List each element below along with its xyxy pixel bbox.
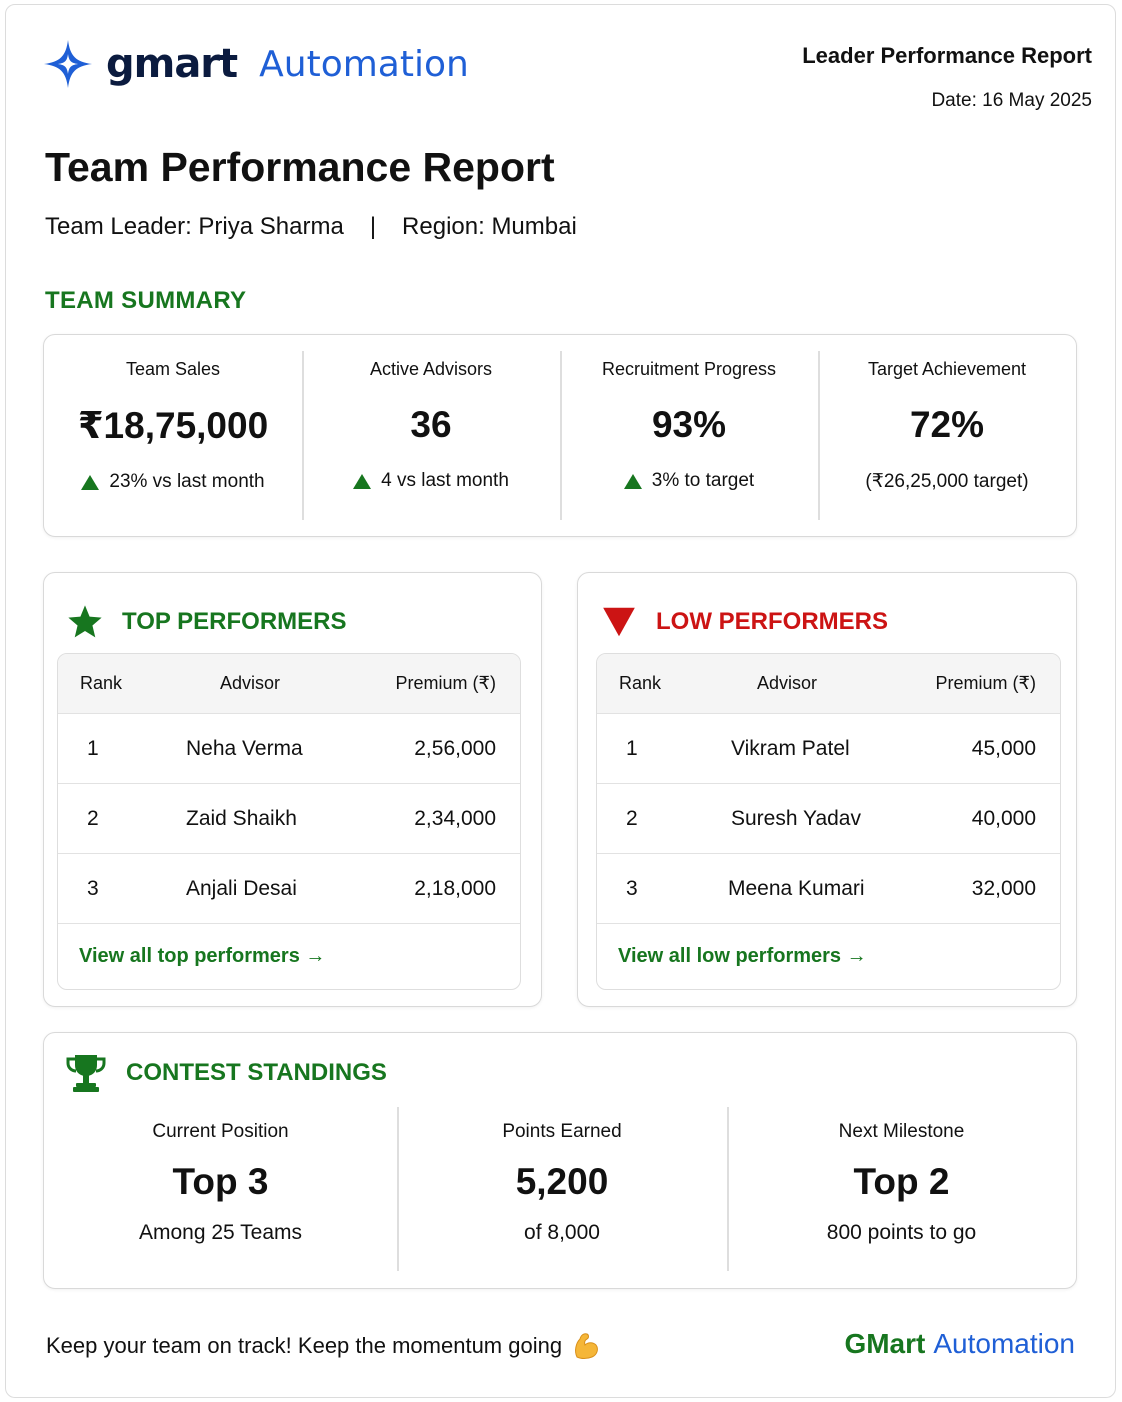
table-row[interactable] bbox=[597, 854, 1060, 924]
table-header bbox=[597, 654, 1060, 714]
top-performers-heading bbox=[66, 603, 346, 641]
team-summary-heading: TEAM SUMMARY bbox=[45, 287, 247, 314]
kpi-note-text: 23% vs last month bbox=[109, 471, 265, 492]
rank-cell: 1 bbox=[626, 736, 638, 760]
standing-value: 5,200 bbox=[515, 1161, 609, 1202]
contest-standings-card bbox=[43, 1032, 1077, 1289]
standing-note: 800 points to go bbox=[826, 1221, 977, 1244]
advisor-cell: Anjali Desai bbox=[186, 876, 297, 900]
kpi-note bbox=[302, 470, 560, 492]
kpi-value: ₹18,75,000 bbox=[77, 405, 269, 446]
up-triangle-icon bbox=[624, 474, 642, 489]
advisor-cell: Zaid Shaikh bbox=[186, 806, 297, 830]
top-performers-table bbox=[57, 653, 521, 990]
kpi-label: Target Achievement bbox=[867, 359, 1027, 379]
advisor-cell: Suresh Yadav bbox=[731, 806, 861, 830]
low-performers-panel bbox=[577, 572, 1077, 1007]
footer-message-text: Keep your team on track! Keep the momentum going bbox=[46, 1333, 563, 1358]
kpi-target-achievement bbox=[818, 335, 1076, 536]
footer-brand-primary: GMart bbox=[844, 1328, 926, 1359]
footer-message bbox=[46, 1331, 600, 1361]
low-performers-table bbox=[596, 653, 1061, 990]
panel-title: LOW PERFORMERS bbox=[656, 608, 888, 635]
kpi-value: 36 bbox=[410, 404, 452, 445]
standing-value: Top 2 bbox=[853, 1161, 950, 1202]
kpi-team-sales bbox=[44, 335, 302, 536]
kpi-active-advisors bbox=[302, 335, 560, 536]
standing-label: Current Position bbox=[152, 1121, 289, 1142]
panel-title: TOP PERFORMERS bbox=[122, 608, 347, 635]
kpi-note bbox=[44, 471, 302, 493]
col-advisor: Advisor bbox=[757, 673, 818, 693]
view-all-low-performers-link[interactable]: View all low performers → bbox=[618, 944, 867, 967]
table-row[interactable] bbox=[597, 784, 1060, 854]
table-row[interactable] bbox=[58, 784, 520, 854]
down-triangle-icon bbox=[600, 603, 638, 641]
col-premium: Premium (₹) bbox=[395, 673, 496, 693]
premium-cell: 2,34,000 bbox=[414, 806, 496, 830]
up-triangle-icon bbox=[81, 475, 99, 490]
trophy-icon bbox=[64, 1051, 108, 1095]
rank-cell: 3 bbox=[626, 876, 638, 900]
up-triangle-icon bbox=[353, 474, 371, 489]
top-performers-panel bbox=[43, 572, 542, 1007]
kpi-note bbox=[818, 470, 1076, 493]
standing-points-earned bbox=[397, 1107, 727, 1271]
advisor-cell: Meena Kumari bbox=[728, 876, 865, 900]
rank-cell: 3 bbox=[87, 876, 99, 900]
kpi-value: 93% bbox=[651, 404, 727, 445]
premium-cell: 45,000 bbox=[971, 736, 1036, 760]
rank-cell: 1 bbox=[87, 736, 99, 760]
standing-label: Points Earned bbox=[502, 1121, 622, 1142]
kpi-label: Team Sales bbox=[125, 359, 221, 379]
standings-row bbox=[44, 1107, 1076, 1271]
rank-cell: 2 bbox=[626, 806, 638, 830]
sparkle-star-icon bbox=[42, 38, 94, 90]
col-rank: Rank bbox=[80, 673, 123, 693]
kpi-value: 72% bbox=[909, 404, 985, 445]
report-subtitle bbox=[45, 213, 577, 241]
col-advisor: Advisor bbox=[220, 673, 281, 693]
rank-cell: 2 bbox=[87, 806, 99, 830]
page-title: Team Performance Report bbox=[45, 144, 555, 190]
low-performers-heading bbox=[600, 603, 888, 641]
premium-cell: 2,18,000 bbox=[414, 876, 496, 900]
flexed-biceps-icon bbox=[572, 1331, 600, 1361]
standing-note: of 8,000 bbox=[524, 1221, 600, 1244]
table-row[interactable] bbox=[58, 854, 520, 924]
region: Region: Mumbai bbox=[402, 213, 577, 240]
kpi-note-text: (₹26,25,000 target) bbox=[865, 471, 1029, 492]
premium-cell: 40,000 bbox=[971, 806, 1036, 830]
standing-label: Next Milestone bbox=[838, 1121, 965, 1142]
contest-standings-heading bbox=[64, 1051, 387, 1095]
brand-logo bbox=[42, 38, 469, 90]
team-summary-card bbox=[43, 334, 1077, 537]
advisor-cell: Neha Verma bbox=[186, 736, 303, 760]
separator: | bbox=[369, 213, 377, 240]
standing-next-milestone bbox=[727, 1107, 1076, 1271]
report-type-label: Leader Performance Report bbox=[802, 43, 1092, 68]
table-row[interactable] bbox=[58, 714, 520, 784]
kpi-label: Recruitment Progress bbox=[601, 359, 777, 379]
advisor-cell: Vikram Patel bbox=[731, 736, 850, 760]
standing-note: Among 25 Teams bbox=[138, 1221, 303, 1244]
kpi-note-text: 4 vs last month bbox=[381, 470, 509, 491]
report-date: Date: 16 May 2025 bbox=[931, 90, 1092, 111]
logo-wordmark: gmart bbox=[106, 41, 238, 87]
col-premium: Premium (₹) bbox=[935, 673, 1036, 693]
star-icon bbox=[66, 603, 104, 641]
col-rank: Rank bbox=[619, 673, 662, 693]
premium-cell: 2,56,000 bbox=[414, 736, 496, 760]
footer-brand bbox=[844, 1328, 1075, 1360]
table-row[interactable] bbox=[597, 714, 1060, 784]
view-all-top-performers-link[interactable]: View all top performers → bbox=[79, 944, 326, 967]
footer-brand-secondary: Automation bbox=[933, 1328, 1075, 1359]
team-leader: Team Leader: Priya Sharma bbox=[45, 213, 344, 240]
standing-current-position bbox=[44, 1107, 397, 1271]
kpi-label: Active Advisors bbox=[369, 359, 493, 379]
kpi-note-text: 3% to target bbox=[651, 470, 755, 491]
premium-cell: 32,000 bbox=[971, 876, 1036, 900]
kpi-note bbox=[560, 470, 818, 492]
panel-title: CONTEST STANDINGS bbox=[126, 1059, 387, 1086]
kpi-recruitment-progress bbox=[560, 335, 818, 536]
logo-subtitle: Automation bbox=[259, 43, 469, 85]
standing-value: Top 3 bbox=[172, 1161, 269, 1202]
table-header bbox=[58, 654, 520, 714]
